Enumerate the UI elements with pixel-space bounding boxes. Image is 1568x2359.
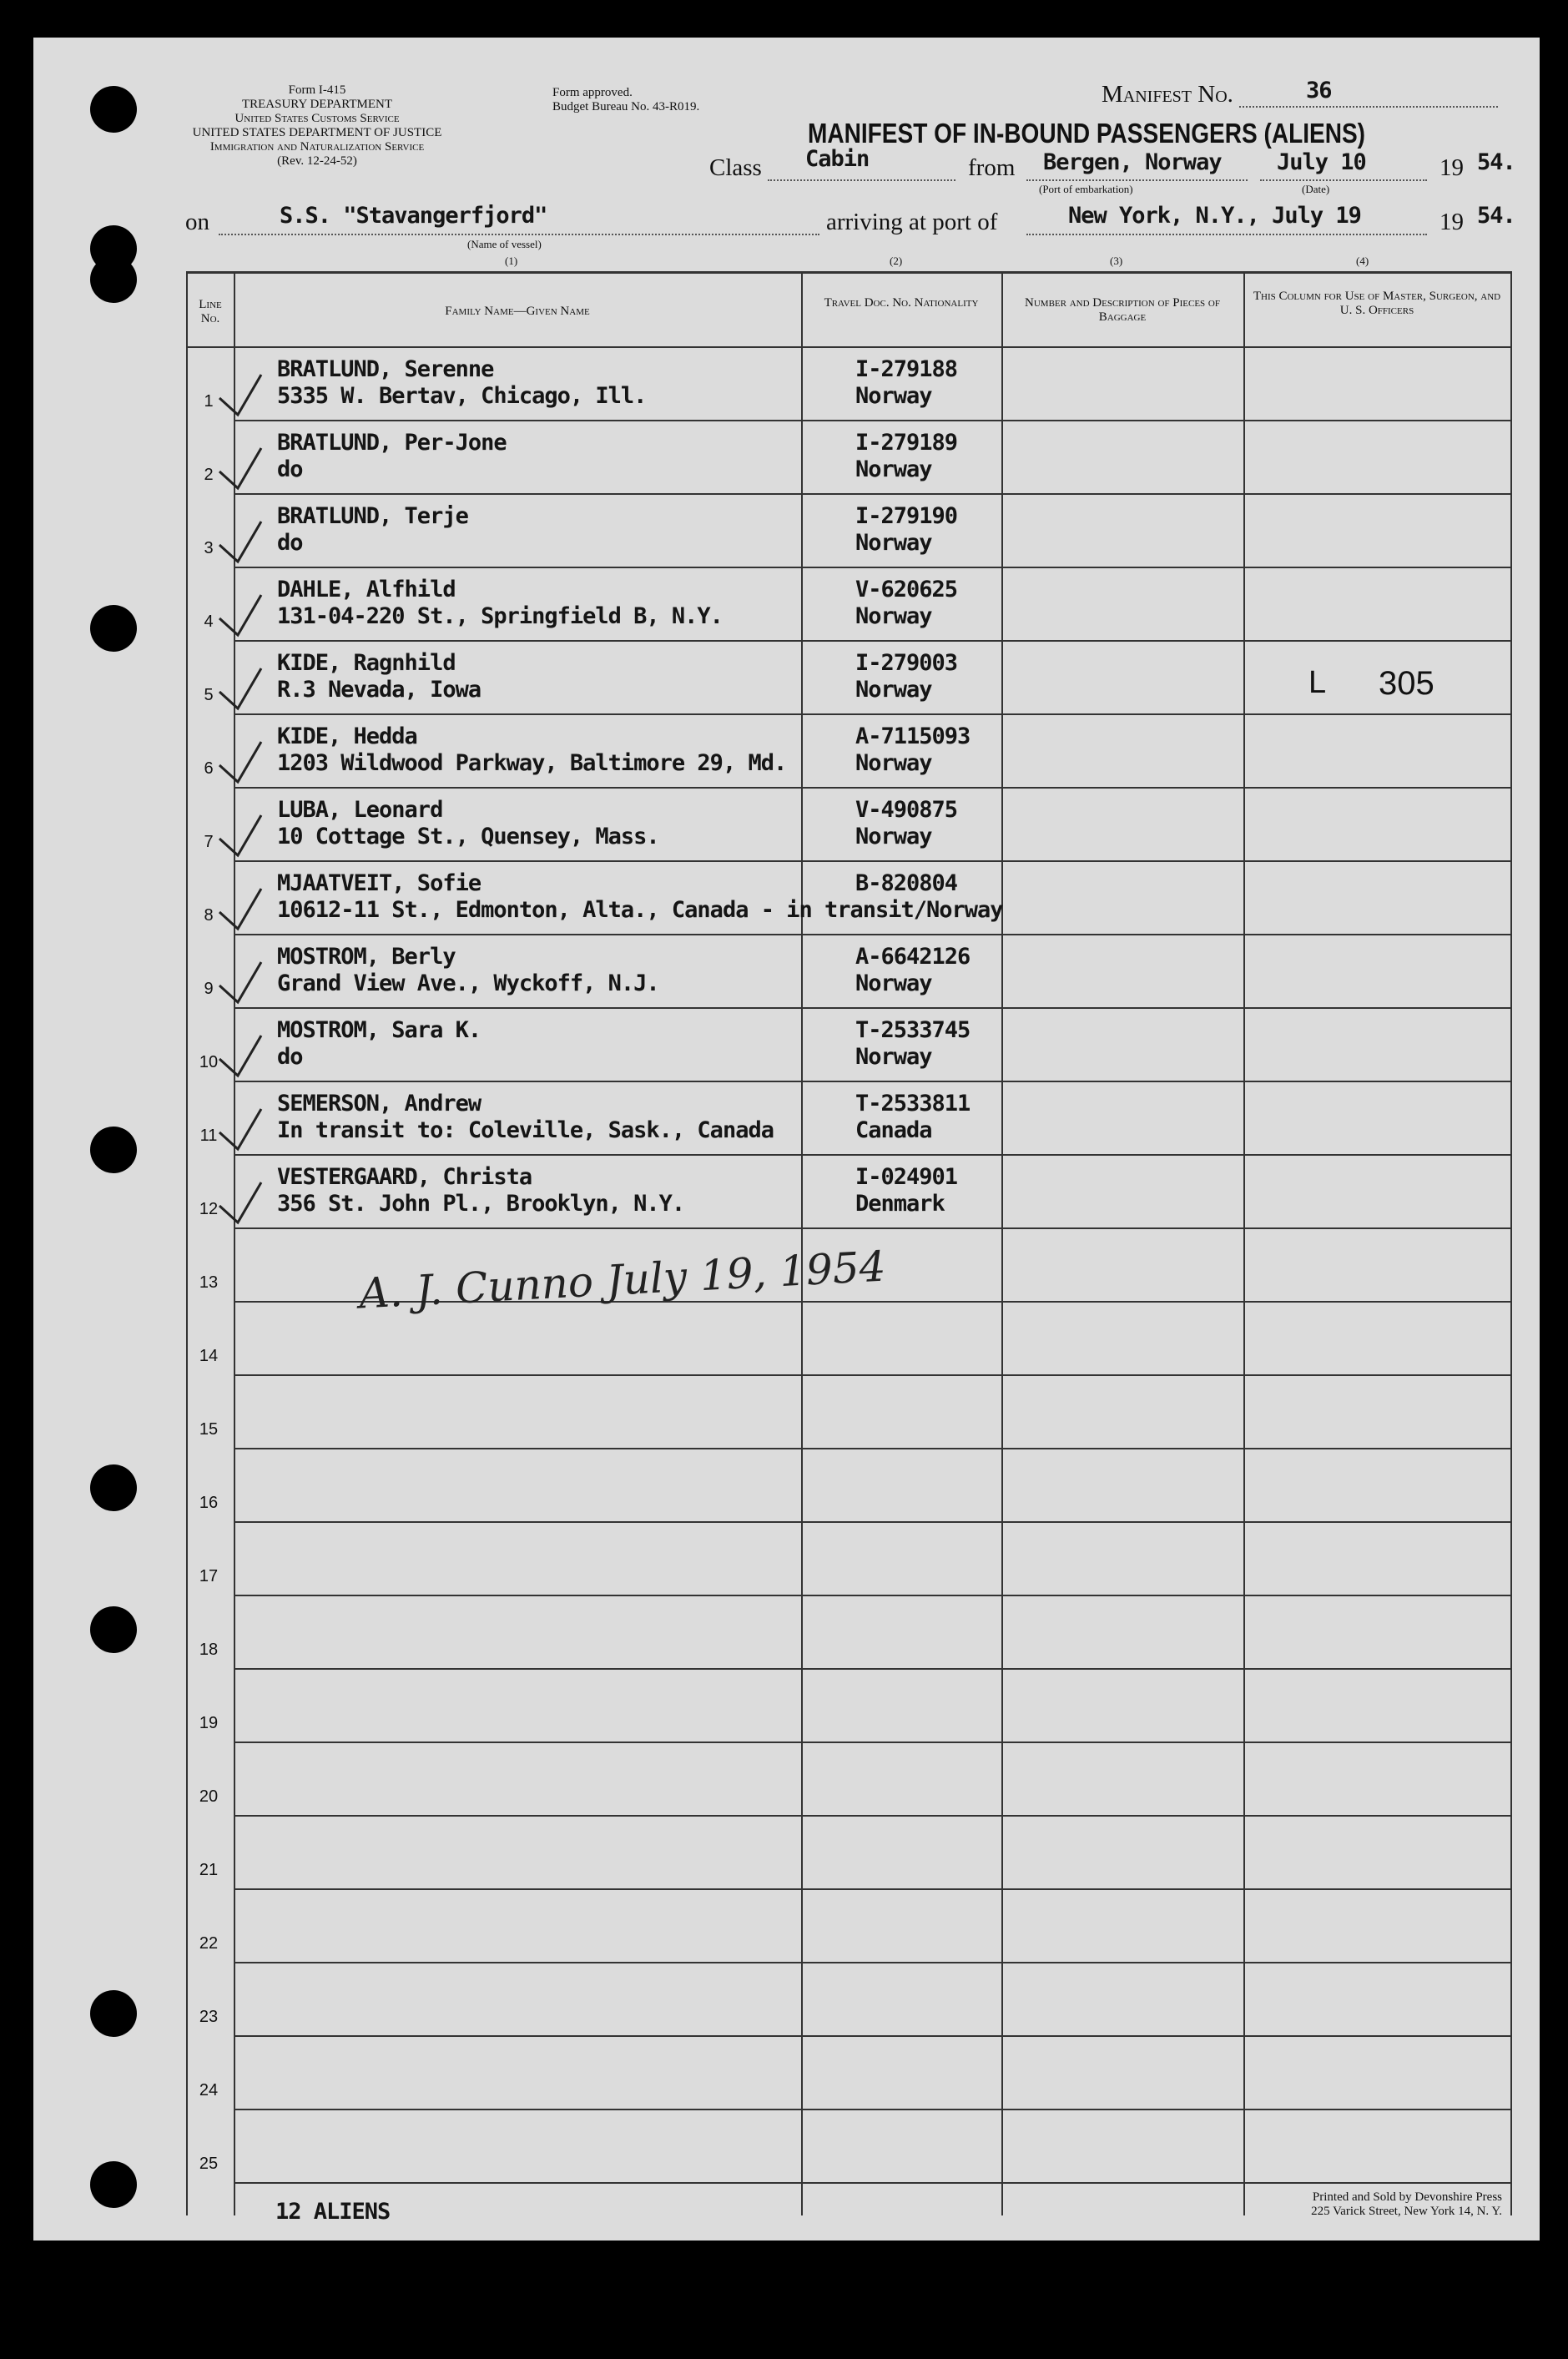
row-divider <box>234 493 1510 495</box>
table-left-border <box>186 271 188 2215</box>
row-number: 6 <box>204 759 214 778</box>
punch-hole <box>90 1990 137 2037</box>
nationality: Norway <box>855 824 932 849</box>
travel-doc-no: I-279003 <box>855 650 958 676</box>
checkmark-icon <box>213 1104 271 1154</box>
col-divider-officers <box>1243 271 1245 2215</box>
ins-service: Immigration and Naturalization Service <box>209 140 425 154</box>
inspector-signature: A. J. Cunno July 19, 1954 <box>357 1242 887 1318</box>
table-top-border <box>186 271 1510 274</box>
row-number: 17 <box>199 1567 219 1585</box>
row-number: 3 <box>204 539 214 557</box>
nationality: Norway <box>855 750 932 776</box>
row-number: 10 <box>199 1053 219 1071</box>
col-num-4: (4) <box>1356 255 1369 267</box>
col-num-1: (1) <box>505 255 518 267</box>
manifest-no-value: 36 <box>1306 78 1332 103</box>
passenger-address: do <box>277 530 303 556</box>
col-header-officers: This Column for Use of Master, Surgeon, and U. S. Officers <box>1253 290 1501 317</box>
punch-hole <box>90 1606 137 1653</box>
class-value: Cabin <box>805 146 870 172</box>
row-number: 18 <box>199 1641 219 1659</box>
row-number: 7 <box>204 833 214 851</box>
approval-block <box>552 86 699 114</box>
checkmark-icon <box>213 737 271 787</box>
row-number: 22 <box>199 1934 219 1953</box>
passenger-address: R.3 Nevada, Iowa <box>277 677 481 703</box>
row-divider <box>234 1154 1510 1156</box>
passenger-name: DAHLE, Alfhild <box>277 577 456 602</box>
printer-block <box>1202 2190 1502 2219</box>
passenger-address: do <box>277 456 303 482</box>
passenger-name: SEMERSON, Andrew <box>277 1091 481 1116</box>
punch-hole <box>90 86 137 133</box>
passenger-address: In transit to: Coleville, Sask., Canada <box>277 1117 774 1143</box>
vessel-caption: (Name of vessel) <box>467 238 542 250</box>
passenger-address: 1203 Wildwood Parkway, Baltimore 29, Md. <box>277 750 787 776</box>
col-header-line-no: Line No. <box>199 298 222 325</box>
passenger-name: LUBA, Leonard <box>277 797 443 823</box>
nationality: Norway <box>855 970 932 996</box>
officer-number: 305 <box>1379 665 1434 702</box>
passenger-name: BRATLUND, Terje <box>277 503 468 529</box>
row-divider <box>234 1888 1510 1890</box>
table-header-border <box>186 346 1510 348</box>
nationality: Norway <box>855 383 932 409</box>
checkmark-icon <box>213 443 271 493</box>
checkmark-icon <box>213 1031 271 1081</box>
punch-hole <box>90 1464 137 1511</box>
row-number: 13 <box>199 1273 219 1292</box>
manifest-no-label: Manifest No. <box>1102 81 1233 108</box>
col-num-2: (2) <box>890 255 903 267</box>
approval-line: Form approved. <box>552 86 633 99</box>
row-number: 23 <box>199 2008 219 2026</box>
manifest-page <box>33 38 1540 2241</box>
checkmark-icon <box>213 884 271 934</box>
row-divider <box>234 1668 1510 1670</box>
col-header-name: Family Name—Given Name <box>445 305 590 318</box>
row-divider <box>234 1962 1510 1963</box>
travel-doc-no: I-279188 <box>855 356 958 382</box>
class-label: Class <box>709 154 762 181</box>
nationality: Denmark <box>855 1191 945 1217</box>
row-divider <box>234 1227 1510 1229</box>
row-number: 4 <box>204 612 214 631</box>
treasury-dept: TREASURY DEPARTMENT <box>241 98 393 111</box>
passenger-address: 356 St. John Pl., Brooklyn, N.Y. <box>277 1191 685 1217</box>
total-aliens: 12 ALIENS <box>275 2199 391 2225</box>
col-divider-baggage <box>1001 271 1003 2215</box>
passenger-name: MJAATVEIT, Sofie <box>277 870 481 896</box>
col-divider-doc <box>801 271 803 2215</box>
checkmark-icon <box>213 1177 271 1227</box>
travel-doc-no: I-024901 <box>855 1164 958 1190</box>
page-title: MANIFEST OF IN-BOUND PASSENGERS (ALIENS) <box>808 118 1366 149</box>
row-divider <box>234 1007 1510 1009</box>
checkmark-icon <box>213 517 271 567</box>
row-number: 1 <box>204 392 214 411</box>
from-line <box>1026 179 1248 181</box>
row-divider <box>234 1081 1510 1082</box>
row-number: 21 <box>199 1861 219 1879</box>
manifest-no-line <box>1239 106 1498 108</box>
printer-name: Printed and Sold by Devonshire Press <box>1312 2190 1502 2204</box>
row-number: 20 <box>199 1787 219 1806</box>
passenger-address: 10 Cottage St., Quensey, Mass. <box>277 824 659 849</box>
nationality: Norway <box>855 1044 932 1070</box>
printer-address: 225 Varick Street, New York 14, N. Y. <box>1311 2205 1502 2218</box>
form-id-block <box>167 83 467 169</box>
row-number: 9 <box>204 980 214 998</box>
row-divider <box>234 787 1510 789</box>
col-header-baggage: Number and Description of Pieces of Baggage <box>1025 296 1220 324</box>
row-number: 11 <box>199 1127 218 1145</box>
nationality: Canada <box>855 1117 932 1143</box>
year-prefix: 19 <box>1439 154 1464 181</box>
passenger-address: 5335 W. Bertav, Chicago, Ill. <box>277 383 647 409</box>
passenger-name: KIDE, Hedda <box>277 723 417 749</box>
nationality: Norway <box>855 530 932 556</box>
row-number: 2 <box>204 466 214 484</box>
row-divider <box>234 1448 1510 1449</box>
nationality: Norway <box>855 456 932 482</box>
row-number: 8 <box>204 906 214 925</box>
row-divider <box>234 420 1510 421</box>
travel-doc-no: A-7115093 <box>855 723 971 749</box>
vessel-value: S.S. "Stavangerfjord" <box>280 203 547 229</box>
row-divider <box>234 1374 1510 1376</box>
row-divider <box>234 713 1510 715</box>
row-divider <box>234 2182 1510 2184</box>
passenger-name: MOSTROM, Berly <box>277 944 456 970</box>
row-divider <box>234 1815 1510 1817</box>
year-suffix: 54. <box>1477 149 1515 175</box>
row-number: 19 <box>199 1714 219 1732</box>
nationality: Norway <box>855 677 932 703</box>
row-divider <box>234 2035 1510 2037</box>
checkmark-icon <box>213 957 271 1007</box>
checkmark-icon <box>213 810 271 860</box>
revision-date: (Rev. 12-24-52) <box>277 154 357 168</box>
punch-hole <box>90 605 137 652</box>
row-divider <box>234 1521 1510 1523</box>
arrival-year-suffix: 54. <box>1477 203 1515 229</box>
nationality: Norway <box>855 603 932 629</box>
budget-bureau-line: Budget Bureau No. 43-R019. <box>552 100 700 113</box>
col-num-3: (3) <box>1110 255 1123 267</box>
punch-hole <box>90 1127 137 1173</box>
date-value: July 10 <box>1277 149 1366 175</box>
justice-dept: UNITED STATES DEPARTMENT OF JUSTICE <box>192 126 442 139</box>
travel-doc-no: V-620625 <box>855 577 958 602</box>
travel-doc-no: A-6642126 <box>855 944 971 970</box>
col-header-travel-doc: Travel Doc. No. Nationality <box>824 296 979 310</box>
row-number: 15 <box>199 1420 219 1439</box>
arrival-line <box>1026 234 1427 235</box>
punch-hole <box>90 256 137 303</box>
row-divider <box>234 567 1510 568</box>
customs-service: United States Customs Service <box>234 112 400 125</box>
passenger-name: VESTERGAARD, Christa <box>277 1164 532 1190</box>
officer-mark: L <box>1308 665 1327 700</box>
travel-doc-no: T-2533745 <box>855 1017 971 1043</box>
passenger-name: MOSTROM, Sara K. <box>277 1017 481 1043</box>
passenger-name: BRATLUND, Per-Jone <box>277 430 507 456</box>
row-number: 5 <box>204 686 214 704</box>
vessel-line <box>219 234 819 235</box>
row-number: 25 <box>199 2155 219 2173</box>
checkmark-icon <box>213 663 271 713</box>
arrival-year-prefix: 19 <box>1439 209 1464 235</box>
arrival-value: New York, N.Y., July 19 <box>1068 203 1361 229</box>
row-number: 16 <box>199 1494 219 1512</box>
row-divider <box>234 860 1510 862</box>
travel-doc-no: B-820804 <box>855 870 958 896</box>
travel-doc-no: I-279190 <box>855 503 958 529</box>
table-right-border <box>1510 271 1512 2215</box>
passenger-address: 10612-11 St., Edmonton, Alta., Canada - in transit/Norway <box>277 897 1003 923</box>
passenger-address: do <box>277 1044 303 1070</box>
from-value: Bergen, Norway <box>1043 149 1222 175</box>
row-number: 12 <box>199 1200 219 1218</box>
checkmark-icon <box>213 590 271 640</box>
passenger-name: KIDE, Ragnhild <box>277 650 456 676</box>
row-divider <box>234 2109 1510 2110</box>
travel-doc-no: V-490875 <box>855 797 958 823</box>
date-line <box>1260 179 1427 181</box>
travel-doc-no: I-279189 <box>855 430 958 456</box>
punch-hole <box>90 2161 137 2208</box>
on-label: on <box>185 209 209 235</box>
passenger-address: 131-04-220 St., Springfield B, N.Y. <box>277 603 723 629</box>
form-number: Form I-415 <box>288 83 346 97</box>
class-line <box>768 179 955 181</box>
passenger-name: BRATLUND, Serenne <box>277 356 494 382</box>
row-divider <box>234 934 1510 935</box>
travel-doc-no: T-2533811 <box>855 1091 971 1116</box>
row-divider <box>234 640 1510 642</box>
row-number: 24 <box>199 2081 219 2099</box>
row-number: 14 <box>199 1347 219 1365</box>
checkmark-icon <box>213 370 271 420</box>
row-divider <box>234 1595 1510 1596</box>
port-caption: (Port of embarkation) <box>1039 183 1133 195</box>
date-caption: (Date) <box>1302 183 1330 195</box>
arriving-label: arriving at port of <box>826 209 998 235</box>
from-label: from <box>968 154 1016 181</box>
row-divider <box>234 1742 1510 1743</box>
passenger-address: Grand View Ave., Wyckoff, N.J. <box>277 970 659 996</box>
